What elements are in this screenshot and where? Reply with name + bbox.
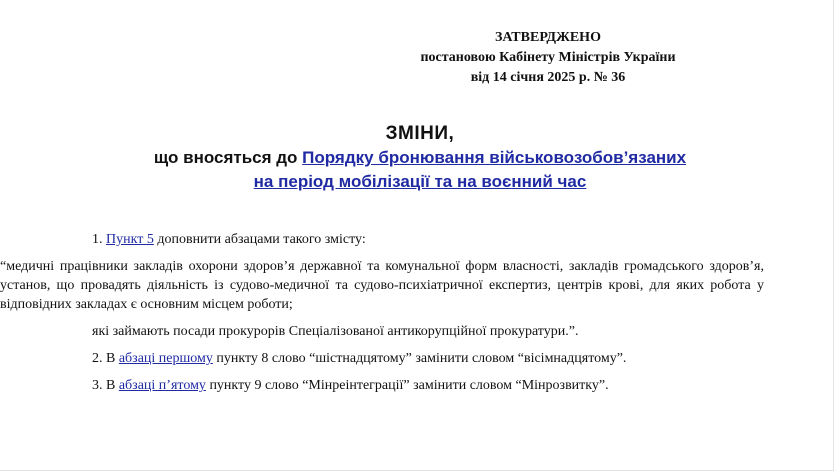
- approval-heading: ЗАТВЕРДЖЕНО: [495, 30, 601, 45]
- item2-suffix: пункту 8 слово “шістнадцятому” замінити словом “вісімнадцятому”.: [212, 351, 627, 366]
- item1-link[interactable]: Пункт 5: [106, 232, 154, 247]
- item2-prefix: 2. В: [92, 351, 119, 366]
- amendment-quote-2: [92, 322, 764, 341]
- item1-prefix: 1.: [92, 232, 106, 247]
- item1-suffix: доповнити абзацами такого змісту:: [153, 232, 366, 247]
- amendment-item-2: [92, 349, 764, 368]
- amendment-item-1: [92, 230, 764, 249]
- amendment-quote-1: [0, 257, 764, 314]
- title-main: ЗМІНИ,: [385, 123, 455, 144]
- item2-link[interactable]: абзаці першому: [118, 351, 213, 366]
- title-prefix: що вносяться до: [153, 148, 303, 167]
- title-subtitle-line1: [60, 146, 780, 170]
- approval-stamp: [390, 28, 706, 88]
- document-title: [60, 122, 780, 194]
- item3-suffix: пункту 9 слово “Мінреінтеграції” замінити словом “Мінрозвитку”.: [205, 378, 609, 393]
- quote1-text: “медичні працівники закладів охорони здоров’я державної та комунальної форм власності, закладів громадського здоров’я, установ, що провадять діяльність із судово-медичної та судово-психіатричної експертиз, центрів крові, для яких робота у відповідних закладах є основним місцем роботи;: [0, 259, 764, 312]
- title-subtitle-line2: [60, 170, 780, 194]
- item3-prefix: 3. В: [92, 378, 119, 393]
- document-body: [0, 230, 764, 403]
- quote2-text: які займають посади прокурорів Спеціалізованої антикорупційної прокуратури.”.: [92, 324, 579, 339]
- item3-link[interactable]: абзаці п’ятому: [118, 378, 206, 393]
- procedure-link-part2[interactable]: на період мобілізації та на воєнний час: [253, 172, 587, 191]
- approval-authority: постановою Кабінету Міністрів України: [420, 50, 676, 65]
- approval-date: від 14 січня 2025 р. № 36: [470, 70, 626, 85]
- amendment-item-3: [92, 376, 764, 395]
- procedure-link-part1[interactable]: Порядку бронювання військовозобов’язаних: [302, 148, 687, 167]
